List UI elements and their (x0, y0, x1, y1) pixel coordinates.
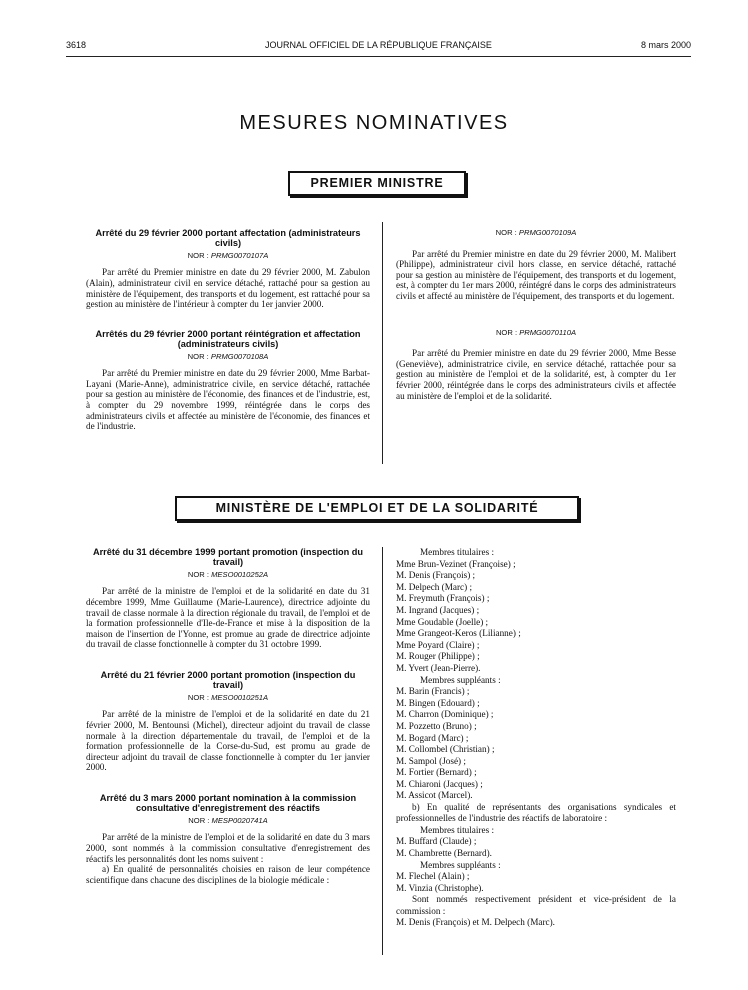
arrete-title: Arrêté du 21 février 2000 portant promotion (inspection du travail) (100, 669, 356, 691)
member-item: M. Freymuth (François) ; (396, 593, 490, 604)
column-divider (382, 547, 383, 955)
section1-left-column (86, 228, 370, 432)
member-item: Mme Grangeot-Keros (Lilianne) ; (396, 628, 521, 639)
arrete-5 (86, 547, 370, 650)
titulaires-heading: Membres titulaires : (420, 547, 494, 557)
nor-reference: NOR : PRMG0070107A (187, 250, 269, 260)
arrete-title: Arrêté du 31 décembre 1999 portant promotion (inspection du travail) (92, 547, 364, 568)
section-ministere-emploi: MINISTÈRE DE L'EMPLOI ET DE LA SOLIDARITÉ (175, 496, 579, 521)
arrete-body: Par arrêté de la ministre de l'emploi et de la solidarité en date du 31 décembre 1999, Mme Guillaume (Marie-Laurence), directrice adjointe du travail de classe normale à la direction régionale du travail, de l'emploi et de la formation professionnelle d'Ile-de-France et mise à la disposition de la maison de l'insertion de l'Yonne, est promue au grade de directrice adjointe du travail de classe fonctionnelle à compter du 31 octobre 1999. (86, 586, 370, 650)
titulaires-b-heading: Membres titulaires : (420, 824, 494, 835)
nor-reference: NOR : MESO0010251A (187, 692, 269, 702)
member-item: M. Denis (François) ; (396, 570, 476, 581)
member-item: M. Chambrette (Bernard). (396, 848, 492, 859)
nor-reference: NOR : PRMG0070108A (187, 351, 269, 361)
member-item: M. Collombel (Christian) ; (396, 744, 495, 755)
closing-paragraph: Sont nommés respectivement président et vice-président de la commission : (396, 894, 676, 916)
page-title: MESURES NOMINATIVES (239, 112, 509, 134)
arrete-6 (86, 670, 370, 773)
arrete-1 (86, 228, 370, 310)
titulaires-b-list (396, 836, 676, 859)
column-divider (382, 222, 383, 464)
member-item: Mme Goudable (Joelle) ; (396, 616, 489, 627)
member-item: Mme Poyard (Claire) ; (396, 639, 480, 650)
member-item: M. Bogard (Marc) ; (396, 732, 469, 743)
nor-reference: NOR : MESO0010252A (187, 569, 269, 579)
member-item: M. Fortier (Bernard) ; (396, 767, 477, 778)
arrete-body: Par arrêté de la ministre de l'emploi et de la solidarité en date du 3 mars 2000, sont nommés à la commission consultative d'enregistrement des réactifs les personnalités dont les noms suivent : (86, 832, 370, 864)
member-item: M. Sampol (José) ; (396, 755, 466, 766)
page-number: 3618 (66, 40, 87, 50)
member-item: M. Assicot (Marcel). (396, 790, 473, 801)
arrete-2 (86, 329, 370, 432)
suppleants-heading: Membres suppléants : (420, 674, 501, 685)
suppleants-list (396, 686, 676, 802)
arrete-3 (396, 228, 676, 302)
paragraph-b: b) En qualité de représentants des organisations syndicales et professionnelles de l'industrie des réactifs de laboratoire : (396, 802, 676, 824)
section-premier-ministre: PREMIER MINISTRE (288, 171, 466, 196)
member-item: M. Charron (Dominique) ; (396, 709, 494, 720)
suppleants-b-list (396, 871, 676, 894)
arrete-body: Par arrêté du Premier ministre en date du 29 février 2000, Mme Barbat-Layani (Marie-Anne), administratrice civile, en service détaché, rattachée pour sa gestion au ministère de l'économie, des finances et de l'industrie, est, à compter du 29 novembre 1999, réintégrée dans le corps des administrateurs civils et affectée au ministère de l'économie, des finances et de l'industrie. (86, 368, 370, 432)
section2-left-column (86, 547, 370, 885)
arrete-title: Arrêté du 29 février 2000 portant affectation (administrateurs civils) (95, 228, 361, 249)
closing-names: M. Denis (François) et M. Delpech (Marc). (396, 917, 555, 928)
journal-title: JOURNAL OFFICIEL DE LA RÉPUBLIQUE FRANÇAISE (265, 40, 492, 50)
member-item: M. Bingen (Edouard) ; (396, 697, 480, 708)
member-item: M. Delpech (Marc) ; (396, 581, 473, 592)
header-rule (66, 56, 691, 57)
arrete-body-a: a) En qualité de personnalités choisies en raison de leur compétence scientifique dans chacune des disciplines de la biologie médicale : (86, 864, 370, 885)
arrete-body: Par arrêté de la ministre de l'emploi et de la solidarité en date du 21 février 2000, M. Bentounsi (Michel), directeur adjoint du travail de classe normale à la direction départementale du travail, de l'emploi et de la formation professionnelle de la Corse-du-Sud, est promu au grade de directeur adjoint du travail de classe fonctionnelle à compter du 1er janvier 2000. (86, 709, 370, 773)
member-item: M. Rouger (Philippe) ; (396, 651, 480, 662)
member-item: Mme Brun-Vezinet (Françoise) ; (396, 558, 516, 569)
nor-reference: NOR : MESP0020741A (188, 815, 268, 825)
arrete-title: Arrêtés du 29 février 2000 portant réintégration et affectation (administrateurs civils) (95, 328, 361, 350)
nor-reference: NOR : PRMG0070109A (495, 228, 577, 237)
member-item: M. Barin (Francis) ; (396, 686, 470, 697)
nor-reference: NOR : PRMG0070110A (495, 327, 577, 337)
member-item: M. Buffard (Claude) ; (396, 836, 477, 847)
member-item: M. Chiaroni (Jacques) ; (396, 778, 483, 789)
arrete-4 (396, 328, 676, 402)
section2-right-column (396, 547, 676, 929)
titulaires-list (396, 559, 676, 675)
section1-right-column (396, 226, 676, 401)
suppleants-b-heading: Membres suppléants : (420, 859, 501, 870)
page-header (66, 40, 691, 54)
arrete-body: Par arrêté du Premier ministre en date du 29 février 2000, Mme Besse (Geneviève), administratrice civile, en service détaché, rattachée pour sa gestion au ministère de l'emploi et de la solidarité, est, à compter du 1er février 2000, réintégrée dans le corps des administrateurs civils et affectée au ministère de l'emploi et de la solidarité. (396, 348, 676, 401)
member-item: M. Yvert (Jean-Pierre). (396, 662, 481, 673)
arrete-body: Par arrêté du Premier ministre en date du 29 février 2000, M. Malibert (Philippe), administrateur civil hors classe, en service détaché, rattaché pour sa gestion au ministère de l'équipement, des transports et du logement, est, à compter du 1er mars 2000, réintégré dans le corps des administrateurs civils et affecté au ministère de l'équipement, des transports et du logement. (396, 248, 676, 301)
member-item: M. Pozzetto (Bruno) ; (396, 720, 477, 731)
arrete-body: Par arrêté du Premier ministre en date du 29 février 2000, M. Zabulon (Alain), administrateur civil en service détaché, rattaché pour sa gestion au ministère de l'équipement, des transports et du logement, est rattaché pour sa gestion au ministère de l'intérieur à compter du 1er janvier 2000. (86, 267, 370, 310)
member-item: M. Ingrand (Jacques) ; (396, 604, 480, 615)
issue-date: 8 mars 2000 (640, 40, 691, 50)
member-item: M. Flechel (Alain) ; (396, 871, 470, 882)
member-item: M. Vinzia (Christophe). (396, 882, 484, 893)
arrete-7 (86, 793, 370, 885)
arrete-title: Arrêté du 3 mars 2000 portant nomination à la commission consultative d'enregistrement des réactifs (99, 792, 357, 814)
